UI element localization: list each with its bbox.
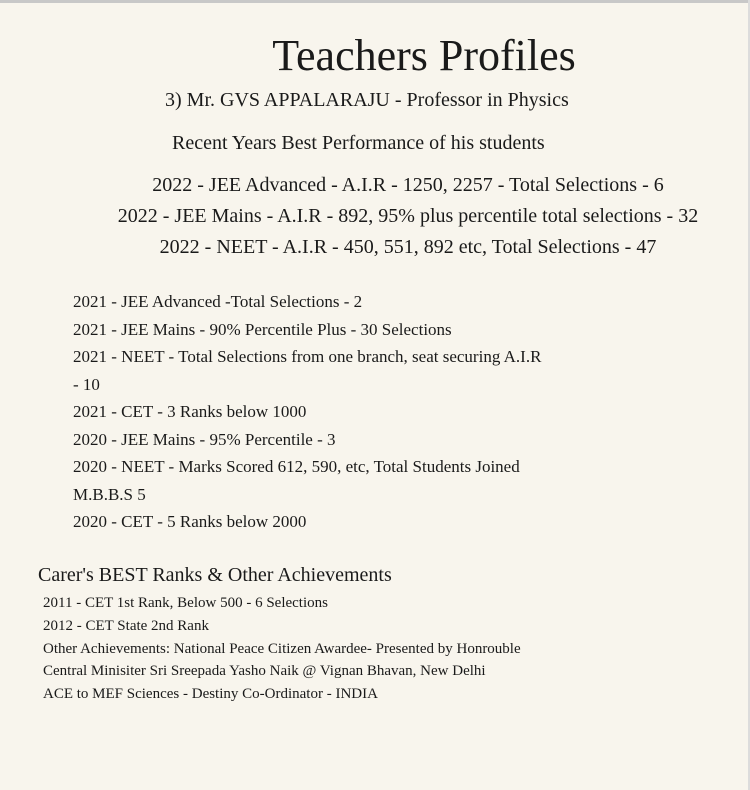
record-line: 2020 - NEET - Marks Scored 612, 590, etc, Total Students Joined xyxy=(73,457,520,476)
highlight-line: 2022 - NEET - A.I.R - 450, 551, 892 etc, Total Selections - 47 xyxy=(159,236,657,258)
career-list xyxy=(43,592,521,706)
career-line: 2012 - CET State 2nd Rank xyxy=(43,617,209,634)
record-line: 2021 - JEE Advanced -Total Selections - 2 xyxy=(73,292,363,311)
career-line: Other Achievements: National Peace Citizen Awardee- Presented by Honrouble xyxy=(43,640,521,657)
record-line: 2021 - CET - 3 Ranks below 1000 xyxy=(73,402,307,421)
record-line: M.B.B.S 5 xyxy=(73,484,146,504)
top-border xyxy=(0,0,750,3)
highlight-line: 2022 - JEE Mains - A.I.R - 892, 95% plus percentile total selections - 32 xyxy=(117,205,699,227)
record-line: 2021 - NEET - Total Selections from one branch, seat securing A.I.R xyxy=(73,347,542,366)
record-line: 2020 - JEE Mains - 95% Percentile - 3 xyxy=(73,429,336,449)
highlight-line: 2022 - JEE Advanced - A.I.R - 1250, 2257 - Total Selections - 6 xyxy=(152,174,664,196)
career-heading: Carer's BEST Ranks & Other Achievements xyxy=(38,564,392,586)
page-title: Teachers Profiles xyxy=(272,31,576,80)
record-line: - 10 xyxy=(73,374,100,394)
career-line: Central Minisiter Sri Sreepada Yasho Naik @ Vignan Bhavan, New Delhi xyxy=(43,663,486,680)
teacher-name: 3) Mr. GVS APPALARAJU - Professor in Physics xyxy=(165,89,569,111)
performance-subheading: Recent Years Best Performance of his students xyxy=(172,132,545,154)
record-line: 2020 - CET - 5 Ranks below 2000 xyxy=(73,512,307,531)
career-line: 2011 - CET 1st Rank, Below 500 - 6 Selections xyxy=(43,595,328,611)
record-line: 2021 - JEE Mains - 90% Percentile Plus - 30 Selections xyxy=(73,319,452,339)
records-list xyxy=(73,288,673,536)
career-line: ACE to MEF Sciences - Destiny Co-Ordinator - INDIA xyxy=(43,686,378,703)
